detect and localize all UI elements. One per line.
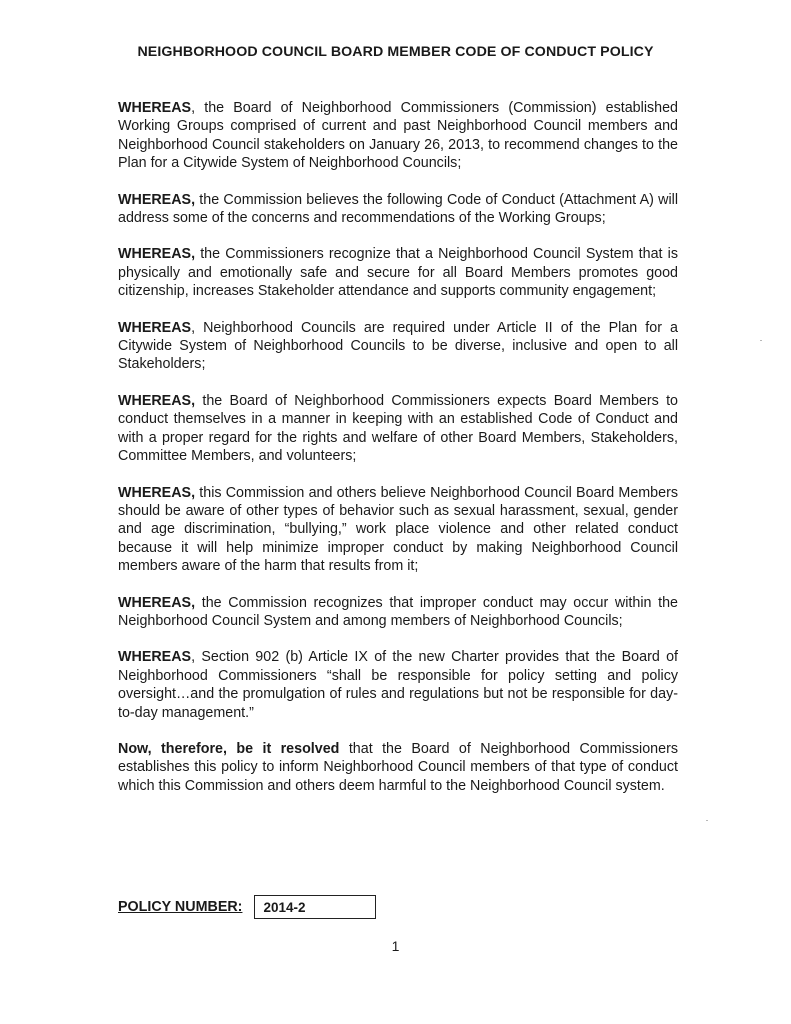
whereas-paragraph-7	[118, 594, 678, 631]
scan-speck	[760, 340, 762, 341]
page-number: 1	[391, 938, 400, 954]
policy-number-box	[254, 895, 376, 919]
paragraph-lead: WHEREAS	[118, 649, 192, 666]
paragraph-lead: WHEREAS,	[118, 246, 196, 263]
paragraph-text: , the Board of Neighborhood Commissioners (Commission) established Working Groups comprised of current and past Neighborhood Council members and Neighborhood Council stakeholders on January 26, 2013, to recommend changes to the Plan for a Citywide System of Neighborhood Councils;	[118, 100, 678, 172]
scan-speck	[706, 820, 708, 821]
paragraph-lead: WHEREAS	[118, 100, 192, 116]
paragraph-lead: WHEREAS,	[118, 392, 196, 409]
policy-number-row	[118, 894, 376, 920]
policy-number-value: 2014-2	[263, 899, 306, 915]
whereas-paragraph-8	[118, 648, 678, 722]
paragraph-text: this Commission and others believe Neighborhood Council Board Members should be aware of other types of behavior such as sexual harassment, sexual, gender and age discrimination, “bullying,” work place violence and other related conduct because it will help minimize improper conduct by making Neighborhood Council members aware of the harm that results from it;	[118, 484, 678, 575]
paragraph-text: the Board of Neighborhood Commissioners expects Board Members to conduct themselves in a manner in keeping with an established Code of Conduct and with a proper regard for the rights and welfare of other Board Members, Stakeholders, Committee Members, and volunteers;	[118, 392, 678, 465]
whereas-paragraph-3	[118, 245, 678, 300]
paragraph-lead: WHEREAS,	[118, 191, 196, 208]
paragraph-text: that the Board of Neighborhood Commissioners establishes this policy to inform Neighborhood Council members of that type of conduct which this Commission and others deem harmful to the Neighborhood Council system.	[118, 740, 678, 794]
paragraph-lead: WHEREAS,	[118, 594, 196, 611]
whereas-paragraph-6	[118, 484, 678, 576]
whereas-paragraph-2	[118, 191, 678, 228]
whereas-paragraph-4	[118, 319, 678, 374]
paragraph-lead: Now, therefore, be it resolved	[118, 740, 340, 757]
paragraph-text: , Section 902 (b) Article IX of the new Charter provides that the Board of Neighborhood Commissioners “shall be responsible for policy setting and policy oversight…and the promulgation of rules and regulations but not be responsible for day-to-day management.”	[118, 649, 678, 721]
whereas-paragraph-1	[118, 99, 678, 173]
paragraph-text: the Commission believes the following Code of Conduct (Attachment A) will address some of the concerns and recommendations of the Working Groups;	[118, 191, 678, 227]
paragraph-lead: WHEREAS	[118, 319, 192, 336]
whereas-paragraph-5	[118, 392, 678, 466]
resolution-paragraph	[118, 740, 678, 795]
paragraph-text: the Commission recognizes that improper conduct may occur within the Neighborhood Council System and among members of Neighborhood Councils;	[118, 594, 678, 629]
paragraph-text: the Commissioners recognize that a Neighborhood Council System that is physically and emotionally safe and secure for all Board Members promotes good citizenship, increases Stakeholder attendance and supports community engagement;	[118, 246, 678, 300]
document-body	[118, 99, 678, 813]
paragraph-lead: WHEREAS,	[118, 484, 196, 501]
document-title: NEIGHBORHOOD COUNCIL BOARD MEMBER CODE OF CONDUCT POLICY	[137, 44, 654, 60]
paragraph-text: , Neighborhood Councils are required under Article II of the Plan for a Citywide System of Neighborhood Councils to be diverse, inclusive and open to all Stakeholders;	[118, 319, 678, 373]
policy-number-label: POLICY NUMBER:	[118, 899, 243, 915]
